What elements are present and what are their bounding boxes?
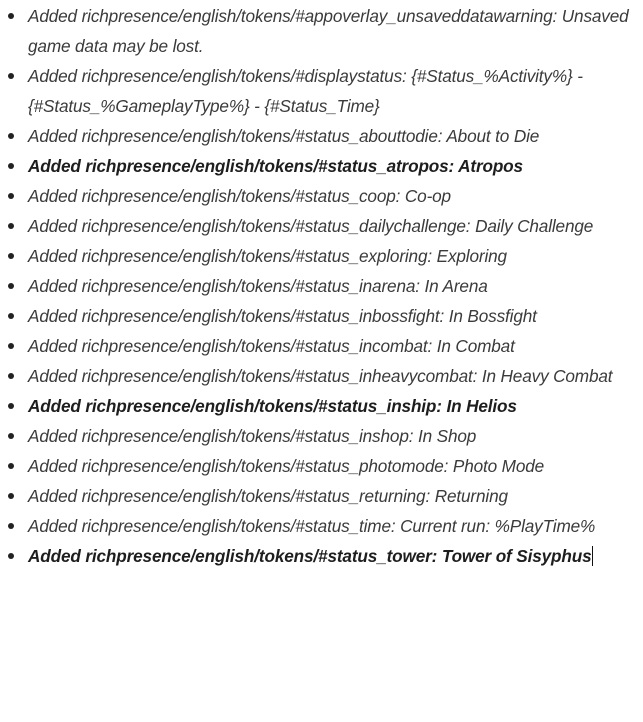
list-item	[0, 331, 643, 361]
list-item-text: Added richpresence/english/tokens/#status_inheavycombat: In Heavy Combat	[28, 366, 613, 386]
list-item-text: Added richpresence/english/tokens/#status_inarena: In Arena	[28, 276, 488, 296]
list-item-text: Added richpresence/english/tokens/#status_tower: Tower of Sisyphus	[28, 546, 592, 566]
list-item	[0, 451, 643, 481]
bullet-icon	[8, 493, 14, 499]
bullet-icon	[8, 433, 14, 439]
list-item-text: Added richpresence/english/tokens/#status_atropos: Atropos	[28, 156, 523, 176]
list-item	[0, 121, 643, 151]
list-item-text: Added richpresence/english/tokens/#status_exploring: Exploring	[28, 246, 507, 266]
list-item-text: Added richpresence/english/tokens/#status_coop: Co-op	[28, 186, 451, 206]
list-item-text: Added richpresence/english/tokens/#status_photomode: Photo Mode	[28, 456, 545, 476]
list-item-text: Added richpresence/english/tokens/#appoverlay_unsaveddatawarning: Unsaved game data may be lost.	[28, 6, 629, 56]
list-item	[0, 301, 643, 331]
bullet-icon	[8, 133, 14, 139]
list-item	[0, 391, 643, 421]
list-item	[0, 181, 643, 211]
bullet-icon	[8, 283, 14, 289]
list-item-text: Added richpresence/english/tokens/#status_incombat: In Combat	[28, 336, 515, 356]
bullet-icon	[8, 193, 14, 199]
list-item-text: Added richpresence/english/tokens/#status_returning: Returning	[28, 486, 508, 506]
bullet-icon	[8, 253, 14, 259]
bullet-icon	[8, 13, 14, 19]
list-item	[0, 61, 643, 121]
bullet-icon	[8, 163, 14, 169]
list-item-text: Added richpresence/english/tokens/#displaystatus: {#Status_%Activity%} - {#Status_%GameplayType%} - {#Status_Time}	[28, 66, 583, 116]
list-item	[0, 241, 643, 271]
text-cursor	[592, 546, 593, 566]
list-item-text: Added richpresence/english/tokens/#status_inbossfight: In Bossfight	[28, 306, 537, 326]
list-item	[0, 481, 643, 511]
list-item-text: Added richpresence/english/tokens/#status_dailychallenge: Daily Challenge	[28, 216, 594, 236]
list-item	[0, 541, 643, 571]
list-item	[0, 211, 643, 241]
list-item	[0, 511, 643, 541]
list-item-text: Added richpresence/english/tokens/#status_time: Current run: %PlayTime%	[28, 516, 596, 536]
bullet-icon	[8, 223, 14, 229]
list-item-text: Added richpresence/english/tokens/#status_inshop: In Shop	[28, 426, 477, 446]
bullet-icon	[8, 523, 14, 529]
list-item	[0, 151, 643, 181]
bullet-icon	[8, 373, 14, 379]
list-item	[0, 361, 643, 391]
bullet-icon	[8, 313, 14, 319]
list-item-text: Added richpresence/english/tokens/#status_inship: In Helios	[28, 396, 517, 416]
list-item	[0, 421, 643, 451]
changelog-list	[0, 1, 643, 571]
bullet-icon	[8, 553, 14, 559]
bullet-icon	[8, 403, 14, 409]
bullet-icon	[8, 343, 14, 349]
list-item-text: Added richpresence/english/tokens/#status_abouttodie: About to Die	[28, 126, 540, 146]
list-item	[0, 271, 643, 301]
list-item	[0, 1, 643, 61]
bullet-icon	[8, 73, 14, 79]
bullet-icon	[8, 463, 14, 469]
